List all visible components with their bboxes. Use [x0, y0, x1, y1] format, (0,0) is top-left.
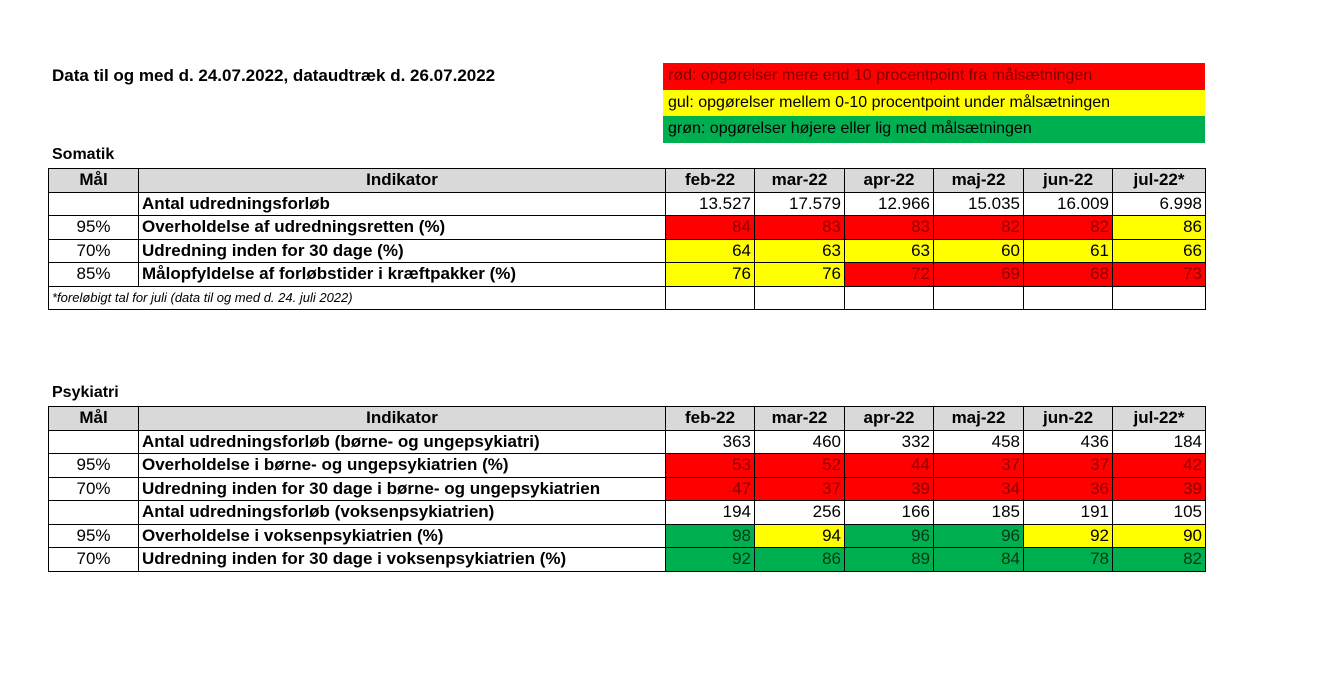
value-cell: 184	[1113, 430, 1206, 454]
value-cell: 105	[1113, 501, 1206, 525]
value-cell: 166	[845, 501, 934, 525]
header-goal: Mål	[49, 169, 139, 193]
value-cell: 436	[1024, 430, 1113, 454]
value-cell: 332	[845, 430, 934, 454]
table-row	[49, 524, 1206, 548]
footnote-row	[49, 286, 1206, 310]
table-row	[49, 454, 1206, 478]
value-cell: 61	[1024, 239, 1113, 263]
goal-cell: 95%	[49, 454, 139, 478]
value-cell: 16.009	[1024, 192, 1113, 216]
goal-cell	[49, 501, 139, 525]
value-cell: 185	[934, 501, 1024, 525]
indicator-cell: Udredning inden for 30 dage i børne- og ungepsykiatrien	[139, 477, 666, 501]
value-cell: 96	[845, 524, 934, 548]
somatik-table	[48, 168, 1206, 310]
value-cell: 76	[666, 263, 755, 287]
value-cell: 90	[1113, 524, 1206, 548]
goal-cell	[49, 192, 139, 216]
header-month: mar-22	[755, 407, 845, 431]
value-cell: 256	[755, 501, 845, 525]
value-cell: 69	[934, 263, 1024, 287]
value-cell: 86	[755, 548, 845, 572]
value-cell: 96	[934, 524, 1024, 548]
value-cell: 84	[934, 548, 1024, 572]
legend-green: grøn: opgørelser højere eller lig med målsætningen	[663, 116, 1205, 143]
page-heading: Data til og med d. 24.07.2022, dataudtræk d. 26.07.2022	[52, 66, 496, 85]
legend-yellow: gul: opgørelser mellem 0-10 procentpoint under målsætningen	[663, 90, 1205, 117]
value-cell: 73	[1113, 263, 1206, 287]
goal-cell	[49, 430, 139, 454]
goal-cell: 95%	[49, 216, 139, 240]
footnote: *foreløbigt tal for juli (data til og med d. 24. juli 2022)	[49, 286, 666, 310]
empty-cell	[755, 286, 845, 310]
table-row	[49, 548, 1206, 572]
table-row	[49, 192, 1206, 216]
indicator-cell: Antal udredningsforløb (voksenpsykiatrien)	[139, 501, 666, 525]
indicator-cell: Overholdelse af udredningsretten (%)	[139, 216, 666, 240]
value-cell: 52	[755, 454, 845, 478]
indicator-cell: Antal udredningsforløb (børne- og ungepsykiatri)	[139, 430, 666, 454]
value-cell: 72	[845, 263, 934, 287]
header-month: maj-22	[934, 407, 1024, 431]
value-cell: 76	[755, 263, 845, 287]
value-cell: 66	[1113, 239, 1206, 263]
color-legend	[663, 63, 1205, 143]
header-month: apr-22	[845, 169, 934, 193]
header-indicator: Indikator	[139, 169, 666, 193]
value-cell: 37	[934, 454, 1024, 478]
value-cell: 89	[845, 548, 934, 572]
psykiatri-table	[48, 406, 1206, 572]
table-row	[49, 263, 1206, 287]
value-cell: 83	[755, 216, 845, 240]
header-month: feb-22	[666, 169, 755, 193]
goal-cell: 70%	[49, 548, 139, 572]
value-cell: 37	[755, 477, 845, 501]
value-cell: 39	[845, 477, 934, 501]
header-row	[49, 407, 1206, 431]
value-cell: 44	[845, 454, 934, 478]
value-cell: 39	[1113, 477, 1206, 501]
indicator-cell: Målopfyldelse af forløbstider i kræftpakker (%)	[139, 263, 666, 287]
header-month: maj-22	[934, 169, 1024, 193]
indicator-cell: Udredning inden for 30 dage (%)	[139, 239, 666, 263]
table-row	[49, 477, 1206, 501]
goal-cell: 70%	[49, 239, 139, 263]
somatik-title: Somatik	[52, 146, 115, 163]
goal-cell: 70%	[49, 477, 139, 501]
table-row	[49, 501, 1206, 525]
value-cell: 42	[1113, 454, 1206, 478]
value-cell: 63	[755, 239, 845, 263]
value-cell: 12.966	[845, 192, 934, 216]
value-cell: 63	[845, 239, 934, 263]
value-cell: 78	[1024, 548, 1113, 572]
value-cell: 64	[666, 239, 755, 263]
table-row	[49, 216, 1206, 240]
header-month: jul-22*	[1113, 169, 1206, 193]
value-cell: 82	[1113, 548, 1206, 572]
header-month: jun-22	[1024, 169, 1113, 193]
indicator-cell: Udredning inden for 30 dage i voksenpsykiatrien (%)	[139, 548, 666, 572]
value-cell: 363	[666, 430, 755, 454]
value-cell: 92	[666, 548, 755, 572]
value-cell: 94	[755, 524, 845, 548]
value-cell: 82	[934, 216, 1024, 240]
value-cell: 15.035	[934, 192, 1024, 216]
value-cell: 92	[1024, 524, 1113, 548]
value-cell: 460	[755, 430, 845, 454]
empty-cell	[1113, 286, 1206, 310]
value-cell: 17.579	[755, 192, 845, 216]
psykiatri-title: Psykiatri	[52, 384, 119, 401]
value-cell: 36	[1024, 477, 1113, 501]
goal-cell: 85%	[49, 263, 139, 287]
value-cell: 98	[666, 524, 755, 548]
header-month: feb-22	[666, 407, 755, 431]
table-row	[49, 239, 1206, 263]
empty-cell	[1024, 286, 1113, 310]
indicator-cell: Overholdelse i børne- og ungepsykiatrien (%)	[139, 454, 666, 478]
value-cell: 86	[1113, 216, 1206, 240]
header-month: mar-22	[755, 169, 845, 193]
value-cell: 68	[1024, 263, 1113, 287]
header-month: jun-22	[1024, 407, 1113, 431]
goal-cell: 95%	[49, 524, 139, 548]
indicator-cell: Antal udredningsforløb	[139, 192, 666, 216]
legend-red: rød: opgørelser mere end 10 procentpoint fra målsætningen	[663, 63, 1205, 90]
indicator-cell: Overholdelse i voksenpsykiatrien (%)	[139, 524, 666, 548]
header-row	[49, 169, 1206, 193]
value-cell: 47	[666, 477, 755, 501]
empty-cell	[666, 286, 755, 310]
value-cell: 13.527	[666, 192, 755, 216]
table-row	[49, 430, 1206, 454]
value-cell: 60	[934, 239, 1024, 263]
value-cell: 82	[1024, 216, 1113, 240]
value-cell: 53	[666, 454, 755, 478]
header-goal: Mål	[49, 407, 139, 431]
value-cell: 84	[666, 216, 755, 240]
value-cell: 83	[845, 216, 934, 240]
value-cell: 191	[1024, 501, 1113, 525]
empty-cell	[934, 286, 1024, 310]
value-cell: 194	[666, 501, 755, 525]
header-indicator: Indikator	[139, 407, 666, 431]
header-month: apr-22	[845, 407, 934, 431]
value-cell: 6.998	[1113, 192, 1206, 216]
empty-cell	[845, 286, 934, 310]
header-month: jul-22*	[1113, 407, 1206, 431]
value-cell: 34	[934, 477, 1024, 501]
value-cell: 37	[1024, 454, 1113, 478]
value-cell: 458	[934, 430, 1024, 454]
